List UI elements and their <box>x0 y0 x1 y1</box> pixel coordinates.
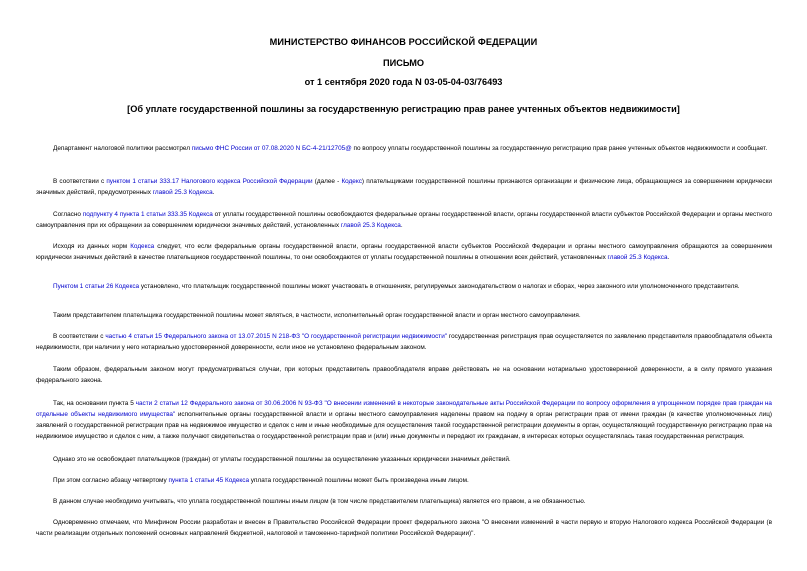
paragraph-2 <box>36 176 772 198</box>
reference-link[interactable]: письмо ФНС России от 07.08.2020 N БС-4-21/12705@ <box>191 145 352 152</box>
reference-link[interactable]: Кодекса <box>130 243 155 250</box>
paragraph-text: (далее - <box>312 178 342 185</box>
paragraph-text: Одновременно отмечаем, что Минфином России разработан и внесен в Правительство Российской Федерации проект федерального закона "О внесении изменений в части первую и вторую Налогового кодекса Российской Федерации (в части реализации отдельных положений основных направлений бюджетной, налоговой и таможенно-тарифной политики Российской Федерации)". <box>36 519 772 537</box>
reference-link[interactable]: пунктом 1 статьи 333.17 Налогового кодекса Российской Федерации <box>106 178 313 185</box>
paragraph-text: В данном случае необходимо учитывать, что уплата государственной пошлины иным лицом (в том числе представителем плательщика) является его правом, а не обязанностью. <box>53 498 586 505</box>
reference-link[interactable]: главой 25.3 Кодекса <box>607 254 668 261</box>
paragraph-12 <box>36 496 772 507</box>
paragraph-text: от уплаты государственной пошлины освобождаются федеральные органы государственной власти, органы государственной власти субъектов Российской Федерации и органы местного самоуправления при их обращении за совершением юридически значимых действий, установленных <box>36 211 773 229</box>
paragraph-10 <box>36 454 772 465</box>
paragraph-text: Так, на основании пункта 5 <box>53 400 136 407</box>
reference-link[interactable]: главой 25.3 Кодекса <box>340 222 401 229</box>
ministry-heading: МИНИСТЕРСТВО ФИНАНСОВ РОССИЙСКОЙ ФЕДЕРАЦИИ <box>269 37 538 47</box>
reference-link[interactable]: частью 4 статьи 15 Федерального закона от 13.07.2015 N 218-ФЗ "О государственной регистрации недвижимости" <box>105 333 448 340</box>
paragraph-text: Исходя из данных норм <box>53 243 131 250</box>
paragraph-text: Департамент налоговой политики рассмотрел <box>53 145 192 152</box>
paragraph-text: . <box>667 254 670 261</box>
document-date-number: от 1 сентября 2020 года N 03-05-04-03/76493 <box>304 77 503 87</box>
paragraph-7 <box>36 331 772 353</box>
paragraph-text: При этом согласно абзацу четвертому <box>53 477 169 484</box>
paragraph-text: В соответствии с <box>53 333 106 340</box>
paragraph-4 <box>36 241 772 263</box>
paragraph-text: В соответствии с <box>53 178 107 185</box>
reference-link[interactable]: главой 25.3 Кодекса <box>152 189 213 196</box>
paragraph-text: Таким представителем плательщика государственной пошлины может являться, в частности, исполнительный орган государственной власти и орган местного самоуправления. <box>53 312 581 319</box>
document-subject: [Об уплате государственной пошлины за государственную регистрацию прав ранее учтенных объектов недвижимости] <box>127 104 680 114</box>
reference-link[interactable]: Кодекс <box>341 178 362 185</box>
document-type: ПИСЬМО <box>382 58 425 68</box>
paragraph-text: . <box>400 222 403 229</box>
paragraph-13 <box>36 517 772 539</box>
paragraph-6 <box>36 310 772 321</box>
reference-link[interactable]: пункта 1 статьи 45 Кодекса <box>168 477 250 484</box>
paragraph-1 <box>36 143 772 154</box>
paragraph-text: по вопросу уплаты государственной пошлины за государственную регистрацию прав ранее учтенных объектов недвижимости и сообщает. <box>351 145 768 152</box>
paragraph-text: установлено, что плательщик государственной пошлины может участвовать в отношениях, регулируемых законодательством о налогах и сборах, через законного или уполномоченного представителя. <box>139 283 740 290</box>
reference-link[interactable]: части 2 статьи 12 Федерального закона от 30.06.2006 N 93-ФЗ "О внесении изменений в некоторые законодательные акты Российской Федерации по вопросу оформления в упрощенном порядке прав граждан на отдельные объекты недвижимого имущества" <box>36 400 772 418</box>
paragraph-text: ) плательщиками государственной пошлины признаются организации и физические лица, обращающиеся за совершением юридически значимых действий, предусмотренных <box>36 178 772 196</box>
paragraph-8 <box>36 364 772 386</box>
paragraph-11 <box>36 475 772 486</box>
reference-link[interactable]: Пунктом 1 статьи 26 Кодекса <box>53 283 140 290</box>
paragraph-3 <box>36 209 772 231</box>
paragraph-text: Согласно <box>53 211 83 218</box>
paragraph-text: исполнительные органы государственной власти и органы местного самоуправления наделены правом на подачу в орган регистрации прав от имени граждан (в качестве уполномоченных лиц) заявлений о государственной регистрации прав на недвижимое имущество и сделок с ним и иные необходимые для осуществления такой государственной регистрации документы в орган, осуществляющий государственную регистрацию прав на недвижимое имущество и сделок с ним, а также получают свидетельства о государственной регистрации прав и (или) иные документы и передают их гражданам, в интересах которых осуществлялась такая государственная регистрация. <box>36 411 772 440</box>
paragraph-text: Таким образом, федеральным законом могут предусматриваться случаи, при которых представитель правообладателя вправе действовать не на основании нотариально удостоверенной доверенности, а в силу прямого указания федерального закона. <box>36 366 772 384</box>
paragraph-text: следует, что если федеральные органы государственной власти, органы государственной власти субъектов Российской Федерации и органы местного самоуправления обращаются за совершением юридически значимых действий в качестве плательщиков государственной пошлины, то они освобождаются от уплаты государственной пошлины в отношении всех действий, установленных <box>36 243 772 261</box>
paragraph-9 <box>36 398 772 442</box>
paragraph-text: . <box>212 189 215 196</box>
paragraph-text: государственная регистрация прав осуществляется по заявлению представителя правообладателя объекта недвижимости, при наличии у него нотариально удостоверенной доверенности, если иное не установлено федеральным законом. <box>36 333 773 351</box>
paragraph-text: уплата государственной пошлины может быть произведена иным лицом. <box>249 477 469 484</box>
paragraph-text: Однако это не освобождает плательщиков (граждан) от уплаты государственной пошлины за осуществление указанных юридически значимых действий. <box>53 456 511 463</box>
reference-link[interactable]: подпункту 4 пункта 1 статьи 333.35 Кодекса <box>82 211 213 218</box>
paragraph-5 <box>36 281 772 292</box>
